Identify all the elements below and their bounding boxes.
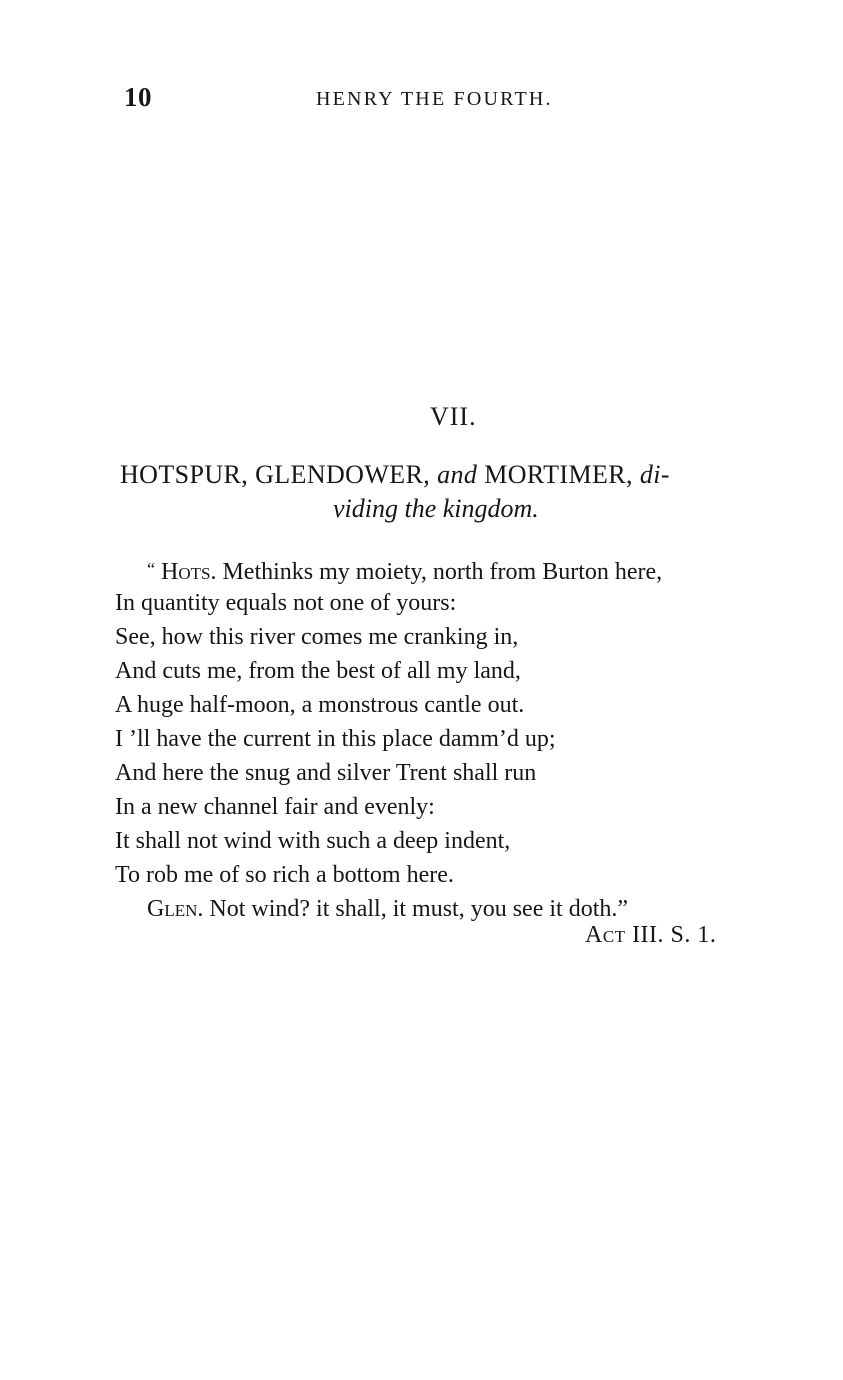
section-subtitle: viding the kingdom. <box>333 494 539 523</box>
speaker-hotspur: Hots. <box>161 559 217 585</box>
verse-line: It shall not wind with such a deep indent, <box>115 828 511 854</box>
verse-line: See, how this river comes me cranking in, <box>115 624 519 650</box>
section-title <box>120 460 670 490</box>
verse-line: And here the snug and silver Trent shall run <box>115 760 537 786</box>
verse-line <box>115 892 662 926</box>
open-quote: “ <box>147 559 155 579</box>
verse-line: In quantity equals not one of yours: <box>115 590 457 616</box>
verse-text: Methinks my moiety, north from Burton here, <box>222 559 663 585</box>
verse-line: A huge half-moon, a monstrous cantle out. <box>115 692 525 718</box>
verse-line: To rob me of so rich a bottom here. <box>115 862 454 888</box>
scene-label: III. S. 1. <box>632 922 717 948</box>
verse-line: I ’ll have the current in this place damm’d up; <box>115 726 556 752</box>
section-number: VII. <box>430 402 477 431</box>
speaker-glendower: Glen. <box>147 896 204 922</box>
title-and: and <box>437 460 478 489</box>
verse-line <box>115 552 662 586</box>
verse-text: Not wind? it shall, it must, you see it doth.” <box>209 896 629 922</box>
page-number: 10 <box>124 82 152 112</box>
running-title: HENRY THE FOURTH. <box>316 88 553 110</box>
verse-line: And cuts me, from the best of all my land, <box>115 658 521 684</box>
act-reference <box>585 922 716 949</box>
title-name-last: MORTIMER, <box>484 460 633 489</box>
verse-block <box>115 552 662 926</box>
title-names: HOTSPUR, GLENDOWER, <box>120 460 431 489</box>
title-hyphenated: di- <box>639 460 670 489</box>
verse-line: In a new channel fair and evenly: <box>115 794 435 820</box>
act-label: Act <box>585 922 626 948</box>
